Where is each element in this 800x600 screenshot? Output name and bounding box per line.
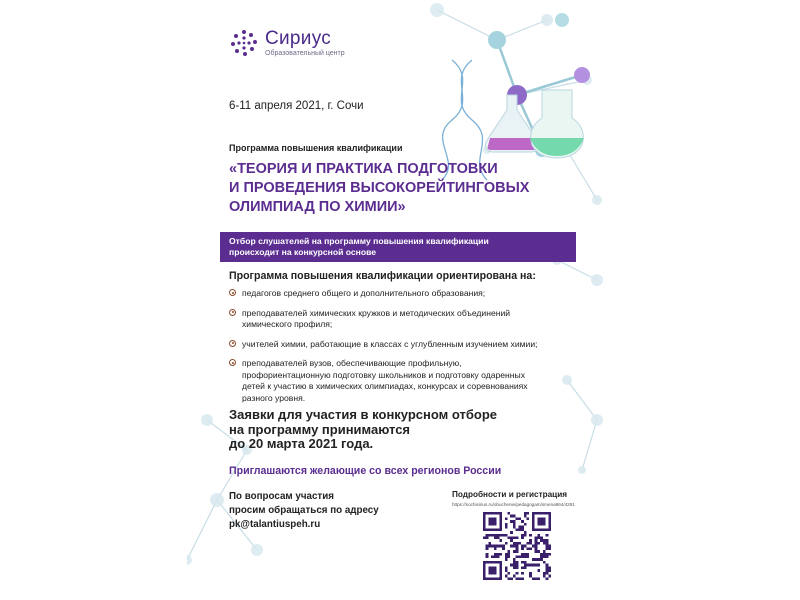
list-item-line: разного уровня.: [242, 392, 306, 403]
audience-list: [229, 288, 589, 412]
bullet-icon: [229, 309, 236, 316]
banner-line: происходит на конкурсной основе: [229, 247, 377, 257]
poster: [187, 0, 613, 600]
bullet-icon: [229, 340, 236, 347]
registration-url[interactable]: https://sochisirius.ru/obuchenie/pedagogam/smena864/4291: [452, 502, 575, 507]
deadline-line: до 20 марта 2021 года.: [229, 436, 374, 451]
list-item-line: преподавателей вузов, обеспечивающие профильную,: [242, 358, 462, 368]
contact-line: По вопросам участия: [229, 491, 334, 502]
title-line: ОЛИМПИАД ПО ХИМИИ»: [229, 199, 406, 215]
list-item: [229, 308, 589, 331]
list-item-line: химического профиля;: [242, 319, 333, 329]
deadline-line: на программу принимаются: [229, 421, 411, 437]
registration-block: [452, 490, 602, 507]
title-line: «ТЕОРИЯ И ПРАКТИКА ПОДГОТОВКИ: [229, 161, 498, 177]
registration-title: Подробности и регистрация: [452, 490, 568, 499]
list-item-line: профориентационную подготовку школьников и подготовку одаренных: [242, 369, 526, 380]
bullet-icon: [229, 359, 236, 366]
logo-subtitle: Образовательный центр: [265, 49, 345, 57]
sirius-logo-icon: [229, 28, 259, 58]
list-item: [229, 339, 589, 351]
audience-heading: Программа повышения квалификации ориентирована на:: [229, 270, 536, 282]
bullet-icon: [229, 289, 236, 296]
logo-name: Сириус: [265, 27, 332, 49]
applications-deadline: [229, 408, 549, 452]
invitation-text: Приглашаются желающие со всех регионов России: [229, 465, 502, 477]
logo: [229, 28, 345, 58]
deadline-line: Заявки для участия в конкурсном отборе: [229, 407, 498, 422]
list-item-line: учителей химии, работающие в классах с углубленным изучением химии;: [242, 338, 538, 349]
list-item: [229, 288, 589, 300]
page-title: [229, 160, 549, 217]
title-line: И ПРОВЕДЕНИЯ ВЫСОКОРЕЙТИНГОВЫХ: [229, 180, 530, 196]
contact-email[interactable]: pk@talantiuspeh.ru: [229, 519, 321, 530]
banner-line: Отбор слушателей на программу повышения квалификации: [229, 236, 489, 246]
qr-code-icon[interactable]: [483, 512, 551, 580]
program-label: Программа повышения квалификации: [229, 143, 403, 153]
list-item-line: педагогов среднего общего и дополнительного образования;: [242, 288, 486, 298]
contact-block: [229, 490, 429, 532]
list-item-line: детей к участию в химических олимпиадах, конкурсах и соревнованиях: [242, 381, 528, 391]
date-location: 6-11 апреля 2021, г. Сочи: [229, 100, 364, 112]
list-item: [229, 358, 589, 404]
contact-line: просим обращаться по адресу: [229, 505, 379, 516]
list-item-line: преподавателей химических кружков и методических объединений: [242, 307, 511, 318]
selection-banner: [220, 232, 576, 262]
